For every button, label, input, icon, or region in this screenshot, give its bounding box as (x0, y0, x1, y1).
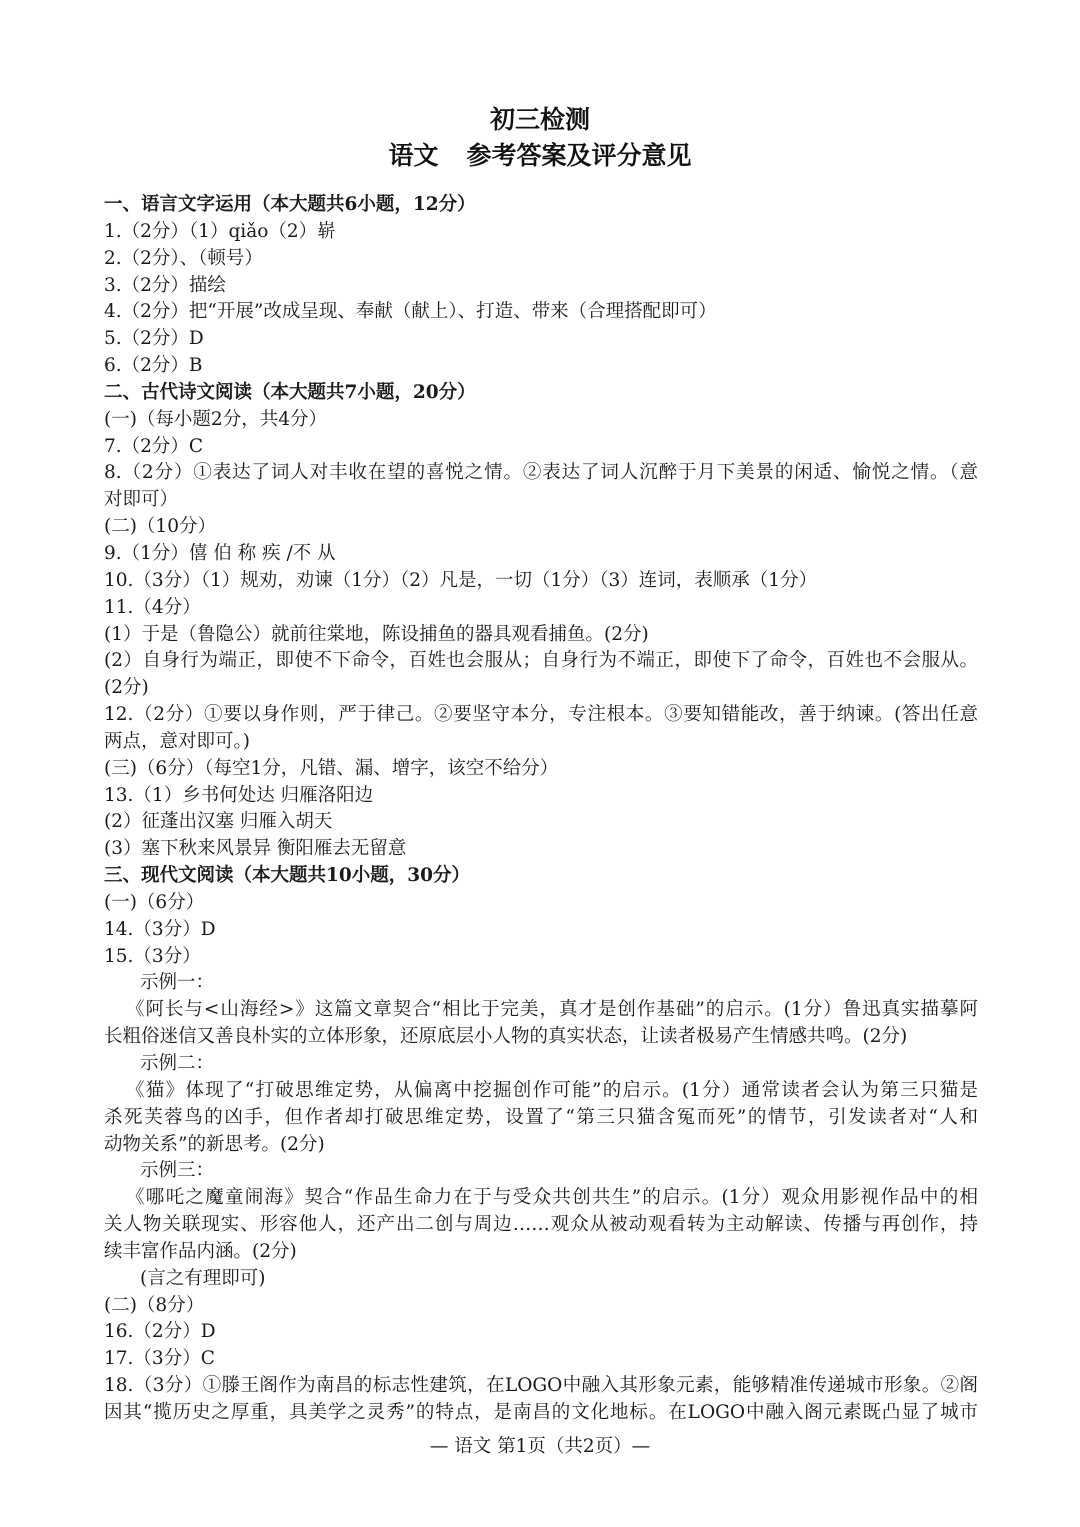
answer-line: 杀死芙蓉鸟的凶手，但作者却打破思维定势，设置了“第三只猫含冤而死”的情节，引发读者对“人和 (104, 1106, 978, 1128)
answer-line: 17.（3分）C (104, 1348, 215, 1370)
answer-line: 5.（2分）D (104, 328, 204, 350)
answer-line: 《猫》体现了“打破思维定势，从偏离中挖掘创作可能”的启示。(1分）通常读者会认为第三只猫是 (126, 1079, 978, 1101)
section-heading: 一、语言文字运用（本大题共6小题，12分） (104, 194, 476, 215)
answer-line: 8.（2分）①表达了词人对丰收在望的喜悦之情。②表达了词人沉醉于月下美景的闲适、愉悦之情。（意 (104, 462, 978, 484)
example-label: 示例一： (140, 972, 215, 994)
answer-line: 《阿长与<山海经>》这篇文章契合“相比于完美，真才是创作基础”的启示。(1分）鲁迅真实描摹阿 (126, 999, 978, 1021)
answer-line: 12.（2分）①要以身作则，严于律己。②要坚守本分，专注根本。③要知错能改，善于纳谏。(答出任意 (104, 704, 978, 726)
answer-line: (一)（每小题2分，共4分） (104, 408, 327, 430)
answer-line: 动物关系”的新思考。(2分) (104, 1133, 325, 1155)
answer-line: 14.（3分）D (104, 918, 216, 940)
answer-note: (言之有理即可) (140, 1267, 266, 1289)
answer-line: 10.（3分）（1）规劝，劝谏（1分）（2）凡是，一切（1分）（3）连词，表顺承（1分） (104, 569, 818, 591)
answer-line: 3.（2分）描绘 (104, 274, 226, 296)
answer-line: 18.（3分）①滕王阁作为南昌的标志性建筑，在LOGO中融入其形象元素，能够精准传递城市形象。②阁 (104, 1375, 978, 1397)
answer-line: (1）于是（鲁隐公）就前往棠地，陈设捕鱼的器具观看捕鱼。(2分) (104, 623, 649, 645)
subtitle-label: 参考答案及评分意见 (466, 141, 692, 170)
answer-line: (二)（10分） (104, 516, 216, 538)
answer-line: 2.（2分）、（顿号） (104, 247, 263, 269)
answer-line: 1.（2分）（1）qiǎo（2）崭 (104, 220, 336, 242)
page-subtitle (0, 136, 1080, 172)
answer-line: 长粗俗迷信又善良朴实的立体形象，还原底层小人物的真实状态，让读者极易产生情感共鸣。(2分) (104, 1026, 908, 1048)
page-footer: — 语文 第1页（共2页）— (429, 1436, 651, 1457)
answer-line: 15.（3分） (104, 945, 201, 967)
answer-line: (2分) (104, 677, 149, 699)
answer-line: (3）塞下秋来风景异 衡阳雁去无留意 (104, 838, 407, 860)
answer-line: 16.（2分）D (104, 1321, 216, 1343)
answer-line: 13.（1）乡书何处达 归雁洛阳边 (104, 784, 374, 806)
answer-body (104, 192, 978, 1427)
example-label: 示例三： (140, 1160, 215, 1182)
answer-line: 6.（2分）B (104, 355, 203, 377)
answer-line: 因其“揽历史之厚重，具美学之灵秀”的特点，是南昌的文化地标。在LOGO中融入阁元素既凸显了城市 (104, 1401, 978, 1423)
answer-line: 4.（2分）把“开展”改成呈现、奉献（献上）、打造、带来（合理搭配即可） (104, 301, 717, 323)
subject-label: 语文 (388, 141, 439, 170)
answer-line: 7.（2分）C (104, 435, 204, 457)
answer-line: (一)（6分） (104, 891, 205, 913)
answer-line: 两点，意对即可。) (104, 730, 250, 752)
page-title: 初三检测 (489, 105, 590, 134)
answer-line: 9.（1分）僖 伯 称 疾 /不 从 (104, 542, 336, 564)
answer-line: (三)（6分）（每空1分，凡错、漏、增字，该空不给分） (104, 757, 559, 779)
example-label: 示例二： (140, 1053, 215, 1074)
answer-line: 11.（4分） (104, 596, 201, 618)
answer-line: (2）征蓬出汉塞 归雁入胡天 (104, 811, 333, 833)
answer-line: (二)（8分） (104, 1294, 205, 1316)
section-heading: 三、现代文阅读（本大题共10小题，30分） (104, 865, 470, 887)
answer-line: 对即可） (104, 489, 179, 511)
section-heading: 二、古代诗文阅读（本大题共7小题，20分） (104, 381, 476, 403)
answer-line: 续丰富作品内涵。(2分) (104, 1240, 297, 1262)
answer-line: 关人物关联现实、形容他人，还产出二创与周边……观众从被动观看转为主动解读、传播与再创作，持 (104, 1214, 978, 1236)
answer-line: (2）自身行为端正，即使不下命令，百姓也会服从；自身行为不端正，即使下了命令，百姓也不会服从。 (104, 650, 978, 672)
answer-line: 《哪吒之魔童闹海》契合“作品生命力在于与受众共创共生”的启示。(1分）观众用影视作品中的相 (126, 1187, 978, 1209)
